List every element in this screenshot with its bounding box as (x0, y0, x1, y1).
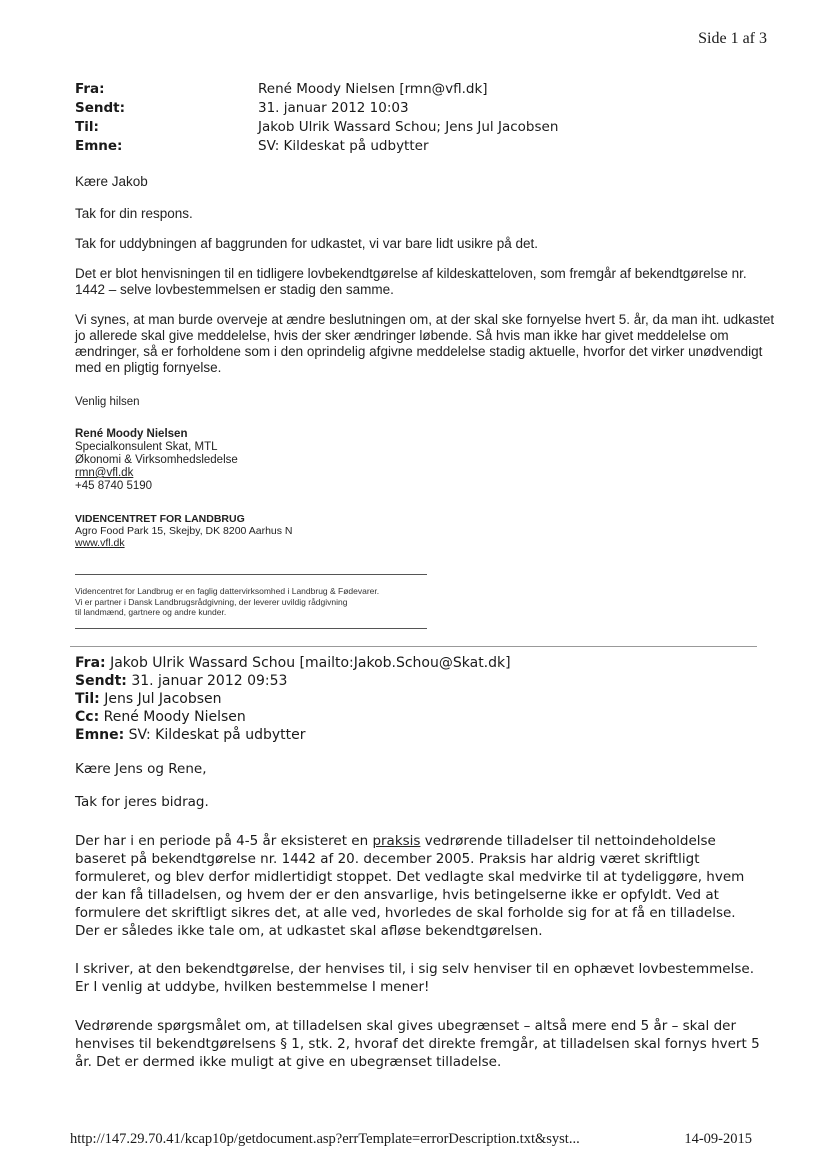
header-subject-row (75, 726, 511, 744)
email1-paragraph-1: Tak for din respons. (75, 206, 193, 221)
signature-email-link[interactable]: rmn@vfl.dk (75, 467, 134, 479)
header-label: Cc: (75, 709, 100, 725)
header-label: Emne: (75, 138, 123, 154)
email1-greeting: Kære Jakob (75, 174, 148, 189)
disclaimer-line: Videncentret for Landbrug er en faglig dattervirksomhed i Landbrug & Fødevarer. (75, 586, 380, 596)
header-label: Til: (75, 691, 100, 707)
header-from-row (75, 80, 558, 99)
email1-paragraph-3: Det er blot henvisningen til en tidligere lovbekendtgørelse af kildeskatteloven, som fremgår af bekendtgørelse nr. 1442 – selve lovbestemmelsen er stadig den samme. (75, 266, 747, 297)
email2-paragraph-2 (75, 832, 760, 940)
org-address: Agro Food Park 15, Skejby, DK 8200 Aarhus N (75, 525, 293, 537)
header-cc-row (75, 708, 511, 726)
divider (75, 628, 427, 629)
header-value: 31. januar 2012 09:53 (131, 673, 288, 689)
praksis-link[interactable]: praksis (372, 833, 421, 849)
header-value: René Moody Nielsen [rmn@vfl.dk] (258, 81, 488, 97)
header-label: Sendt: (75, 100, 126, 116)
header-label: Fra: (75, 81, 105, 97)
header-to-row (75, 690, 511, 708)
header-value: Jakob Ulrik Wassard Schou [mailto:Jakob.Schou@Skat.dk] (110, 655, 511, 671)
header-label: Til: (75, 119, 99, 135)
header-value: 31. januar 2012 10:03 (258, 100, 409, 116)
org-name: VIDENCENTRET FOR LANDBRUG (75, 513, 245, 525)
signature-block (75, 428, 238, 493)
header-sent-row (75, 672, 511, 690)
header-value: Jakob Ulrik Wassard Schou; Jens Jul Jacobsen (258, 119, 559, 135)
email2-greeting: Kære Jens og Rene, (75, 761, 207, 777)
header-subject-row (75, 137, 558, 156)
header-label: Emne: (75, 727, 125, 743)
email1-paragraph-4: Vi synes, at man burde overveje at ændre beslutningen om, at der skal ske fornyelse hvert 5. år, da man iht. udkastet jo allerede skal give meddelelse, hvis der sker ændringer løbende. Så hvis man ikke har givet meddelelse om ændringer, så er forholdene som i den oprindelig afgivne meddelelse stadig aktuelle, hvorfor det virker unødvendigt med en pligtig fornyelse. (75, 312, 775, 375)
signature-title: Specialkonsulent Skat, MTL (75, 441, 218, 453)
email2-paragraph-3: I skriver, at den bekendtgørelse, der henvises til, i sig selv henviser til en ophævet lovbestemmelse. Er I venlig at uddybe, hvilken bestemmelse I mener! (75, 961, 754, 995)
header-value: Jens Jul Jacobsen (104, 691, 222, 707)
signature-dept: Økonomi & Virksomhedsledelse (75, 454, 238, 466)
paragraph-text: Der har i en periode på 4-5 år eksisteret en (75, 833, 373, 849)
email1-header (75, 80, 558, 156)
header-value: SV: Kildeskat på udbytter (128, 727, 306, 743)
disclaimer-line: Vi er partner i Dansk Landbrugsrådgivning, der leverer uvildig rådgivning (75, 596, 348, 607)
header-to-row (75, 118, 558, 137)
email2-paragraph-1: Tak for jeres bidrag. (75, 794, 209, 810)
org-web-link[interactable]: www.vfl.dk (75, 537, 125, 549)
divider (75, 574, 427, 575)
page-number: Side 1 af 3 (698, 30, 767, 47)
footer-date: 14-09-2015 (684, 1131, 752, 1147)
email1-paragraph-2: Tak for uddybningen af baggrunden for udkastet, vi var bare lidt usikre på det. (75, 236, 539, 251)
email1-closing: Venlig hilsen (75, 396, 140, 408)
email-separator (70, 646, 757, 647)
header-from-row (75, 654, 511, 672)
footer-url: http://147.29.70.41/kcap10p/getdocument.asp?errTemplate=errorDescription.txt&syst... (70, 1131, 580, 1147)
signature-name: René Moody Nielsen (75, 428, 188, 440)
signature-phone: +45 8740 5190 (75, 480, 153, 492)
organization-block (75, 513, 293, 549)
email2-header (75, 654, 511, 744)
header-label: Fra: (75, 655, 106, 671)
paragraph-text: vedrørende tilladelser til nettoindeholdelse baseret på bekendtgørelse nr. 1442 af 20. december 2005. Praksis har aldrig været skriftligt formuleret, og blev derfor midlertidigt stoppet. Det vedlagte skal medvirke til at tydeliggøre, hvem der kan få tilladelsen, og hvem der er den ansvarlige, hvis betingelserne ikke er opfyldt. Ved at formulere det skriftligt sikres det, at alle ved, hvorledes de skal forholde sig for at få en tilladelse. Der er således ikke tale om, at udkastet skal afløse bekendtgørelsen. (75, 833, 745, 939)
header-value: SV: Kildeskat på udbytter (258, 138, 429, 154)
email2-paragraph-4: Vedrørende spørgsmålet om, at tilladelsen skal gives ubegrænset – altså mere end 5 år – skal der henvises til bekendtgørelsens § 1, stk. 2, hvoraf det direkte fremgår, at tilladelsen skal fornys hvert 5 år. Det er dermed ikke muligt at give en ubegrænset tilladelse. (75, 1018, 760, 1070)
disclaimer-line: til landmænd, gartnere og andre kunder. (75, 607, 227, 617)
header-value: René Moody Nielsen (103, 709, 246, 725)
header-sent-row (75, 99, 558, 118)
header-label: Sendt: (75, 673, 127, 689)
disclaimer (75, 586, 379, 618)
